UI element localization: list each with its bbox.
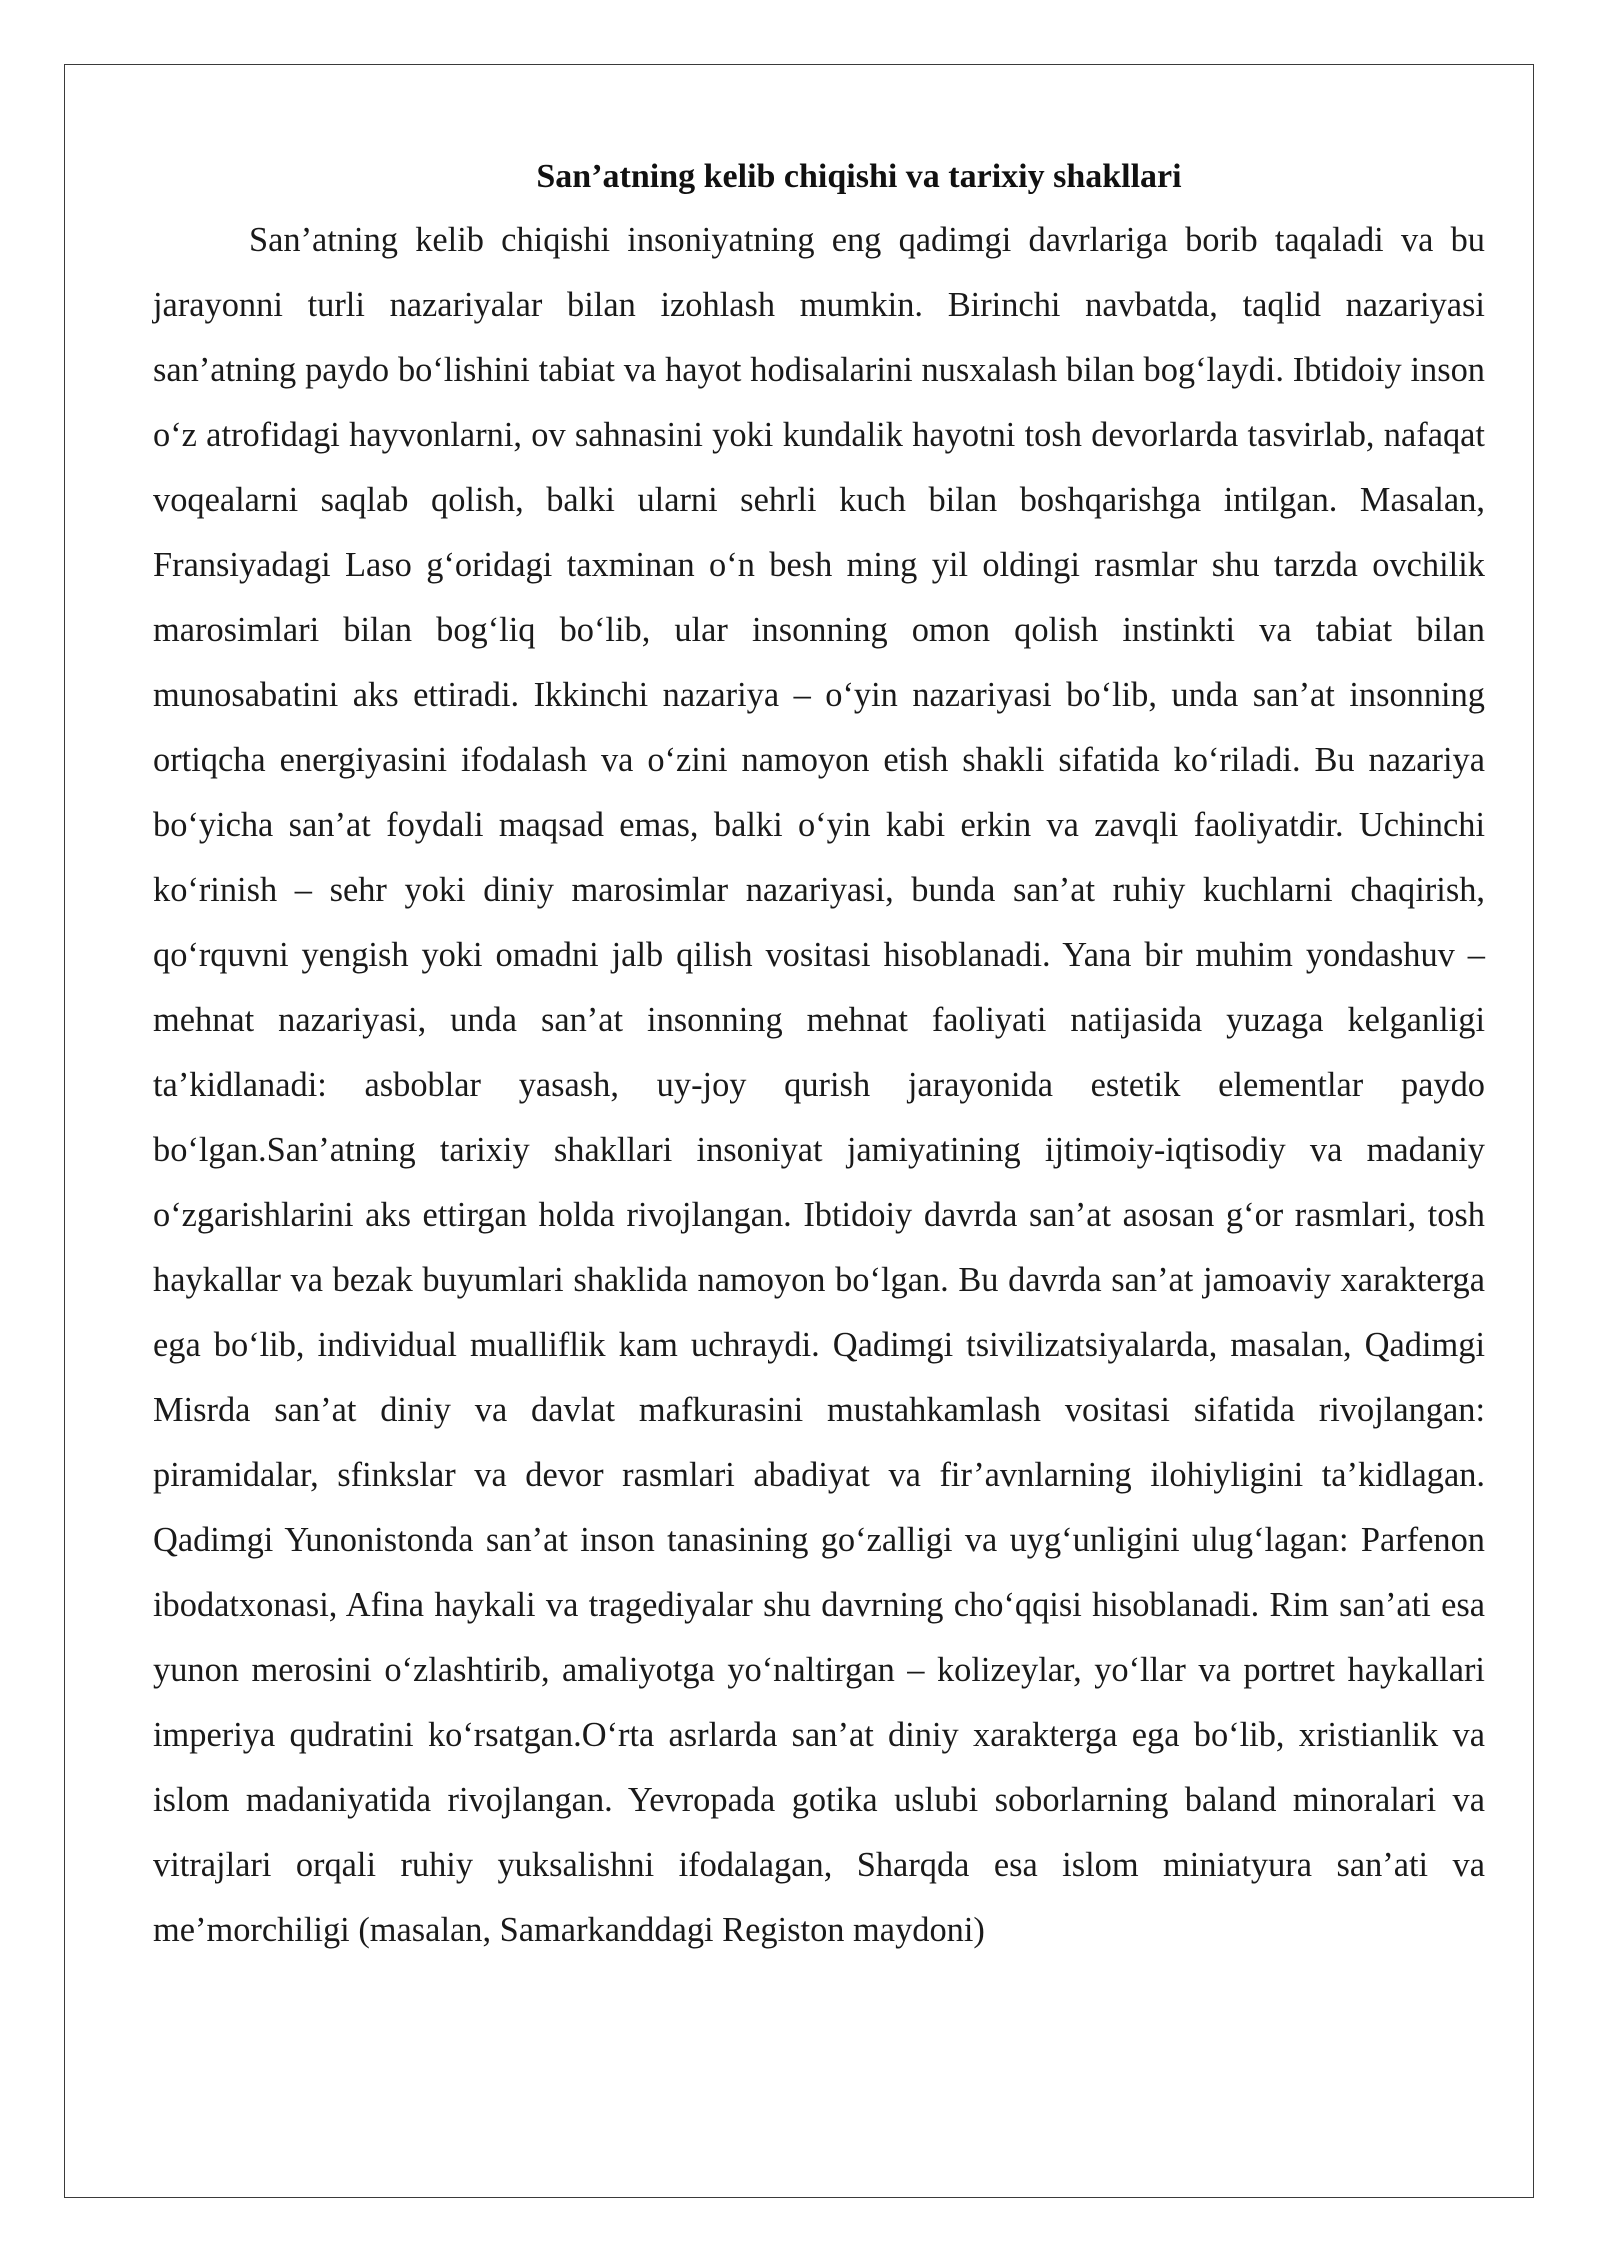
document-title: San’atning kelib chiqishi va tarixiy shakllari <box>536 158 1182 195</box>
document-content <box>153 146 1485 1963</box>
document-paragraph: San’atning kelib chiqishi insoniyatning eng qadimgi davrlariga borib taqaladi va bu jarayonni turli nazariyalar bilan izohlash mumkin. Birinchi navbatda, taqlid nazariyasi san’atning paydo bo‘lishini tabiat va hayot hodisalarini nusxalash bilan bog‘laydi. Ibtidoiy inson o‘z atrofidagi hayvonlarni, ov sahnasini yoki kundalik hayotni tosh devorlarda tasvirlab, nafaqat voqealarni saqlab qolish, balki ularni sehrli kuch bilan boshqarishga intilgan. Masalan, Fransiyadagi Laso g‘oridagi taxminan o‘n besh ming yil oldingi rasmlar shu tarzda ovchilik marosimlari bilan bog‘liq bo‘lib, ular insonning omon qolish instinkti va tabiat bilan munosabatini aks ettiradi. Ikkinchi nazariya – o‘yin nazariyasi bo‘lib, unda san’at insonning ortiqcha energiyasini ifodalash va o‘zini namoyon etish shakli sifatida ko‘riladi. Bu nazariya bo‘yicha san’at foydali maqsad emas, balki o‘yin kabi erkin va zavqli faoliyatdir. Uchinchi ko‘rinish – sehr yoki diniy marosimlar nazariyasi, bunda san’at ruhiy kuchlarni chaqirish, qo‘rquvni yengish yoki omadni jalb qilish vositasi hisoblanadi. Yana bir muhim yondashuv – mehnat nazariyasi, unda san’at insonning mehnat faoliyati natijasida yuzaga kelganligi ta’kidlanadi: asboblar yasash, uy-joy qurish jarayonida estetik elementlar paydo bo‘lgan.San’atning tarixiy shakllari insoniyat jamiyatining ijtimoiy-iqtisodiy va madaniy o‘zgarishlarini aks ettirgan holda rivojlangan. Ibtidoiy davrda san’at asosan g‘or rasmlari, tosh haykallar va bezak buyumlari shaklida namoyon bo‘lgan. Bu davrda san’at jamoaviy xarakterga ega bo‘lib, individual mualliflik kam uchraydi. Qadimgi tsivilizatsiyalarda, masalan, Qadimgi Misrda san’at diniy va davlat mafkurasini mustahkamlash vositasi sifatida rivojlangan: piramidalar, sfinkslar va devor rasmlari abadiyat va fir’avnlarning ilohiyligini ta’kidlagan. Qadimgi Yunonistonda san’at inson tanasining go‘zalligi va uyg‘unligini ulug‘lagan: Parfenon ibodatxonasi, Afina haykali va tragediyalar shu davrning cho‘qqisi hisoblanadi. Rim san’ati esa yunon merosini o‘zlashtirib, amaliyotga yo‘naltirgan – kolizeylar, yo‘llar va portret haykallari imperiya qudratini ko‘rsatgan.O‘rta asrlarda san’at diniy xarakterga ega bo‘lib, xristianlik va islom madaniyatida rivojlangan. Yevropada gotika uslubi soborlarning baland minoralari va vitrajlari orqali ruhiy yuksalishni ifodalagan, Sharqda esa islom miniatyura san’ati va me’morchiligi (masalan, Samarkanddagi Registon maydoni) <box>153 221 1485 1949</box>
